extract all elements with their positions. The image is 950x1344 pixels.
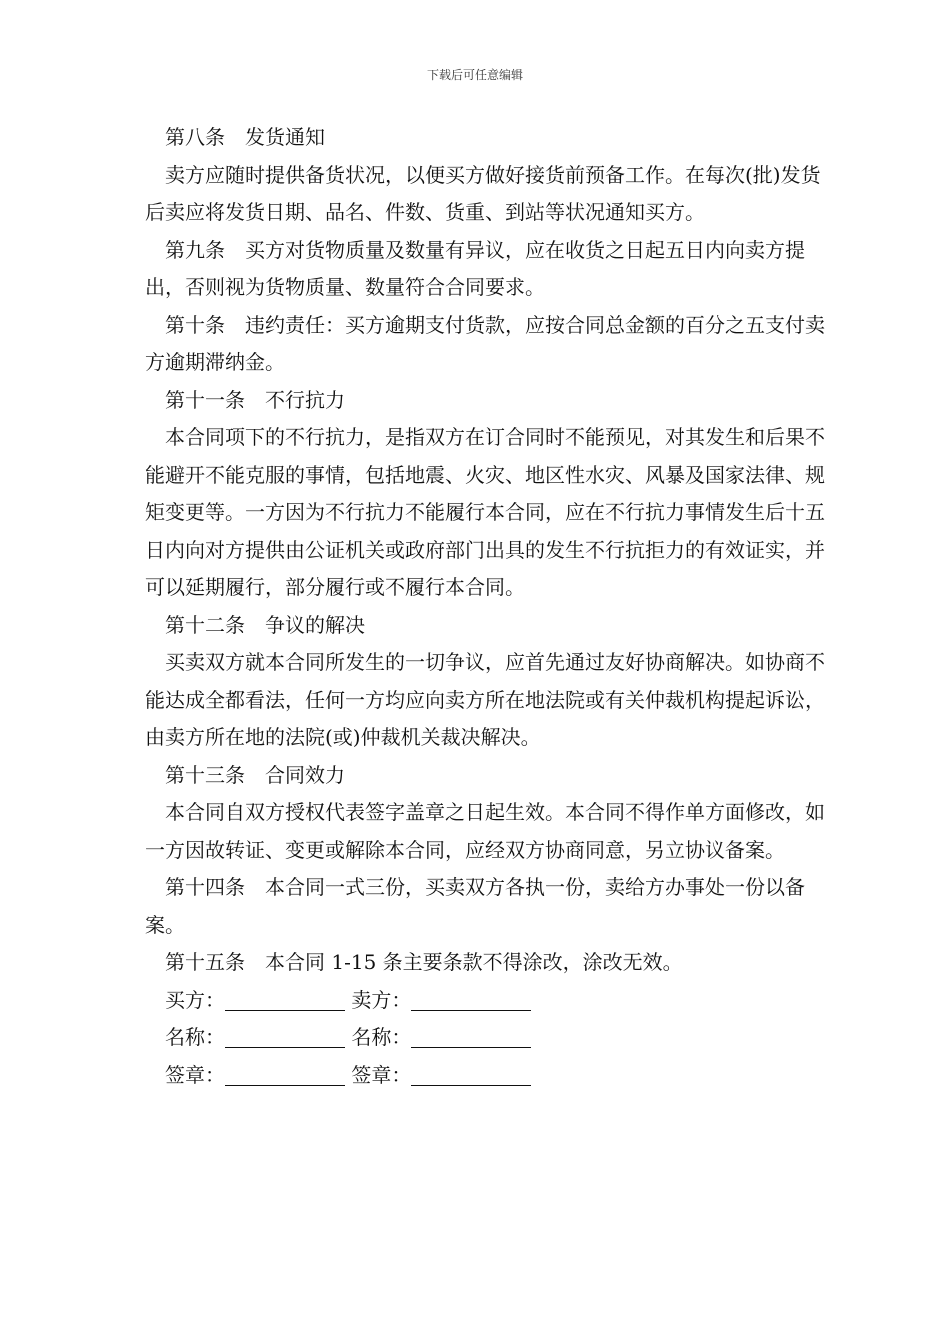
seller-name-label: 名称： bbox=[351, 1025, 412, 1049]
buyer-seal-label: 签章： bbox=[165, 1062, 225, 1087]
clause-13-title: 第十三条 合同效力 bbox=[165, 762, 345, 787]
signature-row-seal bbox=[145, 1057, 825, 1095]
clause-14-text: 第十四条 本合同一式三份，买卖双方各执一份，卖给方办事处一份以备案。 bbox=[145, 875, 805, 937]
seller-name-blank[interactable] bbox=[411, 1025, 531, 1048]
seller-label: 卖方： bbox=[351, 987, 412, 1012]
buyer-seal-blank[interactable] bbox=[225, 1063, 345, 1086]
clause-8-title: 第八条 发货通知 bbox=[165, 125, 325, 149]
clause-15-text: 第十五条 本合同 1-15 条主要条款不得涂改，涂改无效。 bbox=[165, 950, 683, 974]
seller-blank[interactable] bbox=[411, 988, 531, 1011]
buyer-label: 买方： bbox=[165, 987, 225, 1012]
clause-13-text: 本合同自双方授权代表签字盖章之日起生效。本合同不得作单方面修改，如一方因故转证、变更或解除本合同，应经双方协商同意，另立协议备案。 bbox=[145, 800, 825, 862]
clause-11-title: 第十一条 不行抗力 bbox=[165, 387, 345, 412]
clause-11-text: 本合同项下的不行抗力，是指双方在订合同时不能预见，对其发生和后果不能避开不能克服的事情，包括地震、火灾、地区性水灾、风暴及国家法律、规矩变更等。一方因为不行抗力不能履行本合同，应在不行抗力事情发生后十五日内向对方提供由公证机关或政府部门出具的发生不行抗拒力的有效证实，并可以延期履行，部分履行或不履行本合同。 bbox=[145, 425, 825, 599]
seller-seal-blank[interactable] bbox=[411, 1063, 531, 1086]
contract-body bbox=[145, 119, 825, 1094]
seller-seal-label: 签章： bbox=[351, 1062, 412, 1087]
buyer-blank[interactable] bbox=[225, 988, 345, 1011]
clause-9-text: 第九条 买方对货物质量及数量有异议，应在收货之日起五日内向卖方提出，否则视为货物质量、数量符合合同要求。 bbox=[145, 237, 805, 299]
signature-row-party bbox=[145, 982, 825, 1020]
clause-10-text: 第十条 违约责任：买方逾期支付货款，应按合同总金额的百分之五支付卖方逾期滞纳金。 bbox=[145, 312, 825, 374]
clause-12-text: 买卖双方就本合同所发生的一切争议，应首先通过友好协商解决。如协商不能达成全都看法，任何一方均应向卖方所在地法院或有关仲裁机构提起诉讼，由卖方所在地的法院(或)仲裁机关裁决解决。 bbox=[145, 650, 825, 749]
signature-row-name bbox=[145, 1019, 825, 1057]
page-header: 下载后可任意编辑 bbox=[426, 68, 523, 82]
clause-8-text: 卖方应随时提供备货状况，以便买方做好接货前预备工作。在每次(批)发货后卖应将发货日期、品名、件数、货重、到站等状况通知买方。 bbox=[145, 162, 821, 224]
buyer-name-blank[interactable] bbox=[225, 1025, 345, 1048]
buyer-name-label: 名称： bbox=[165, 1025, 225, 1049]
clause-12-title: 第十二条 争议的解决 bbox=[165, 612, 365, 637]
